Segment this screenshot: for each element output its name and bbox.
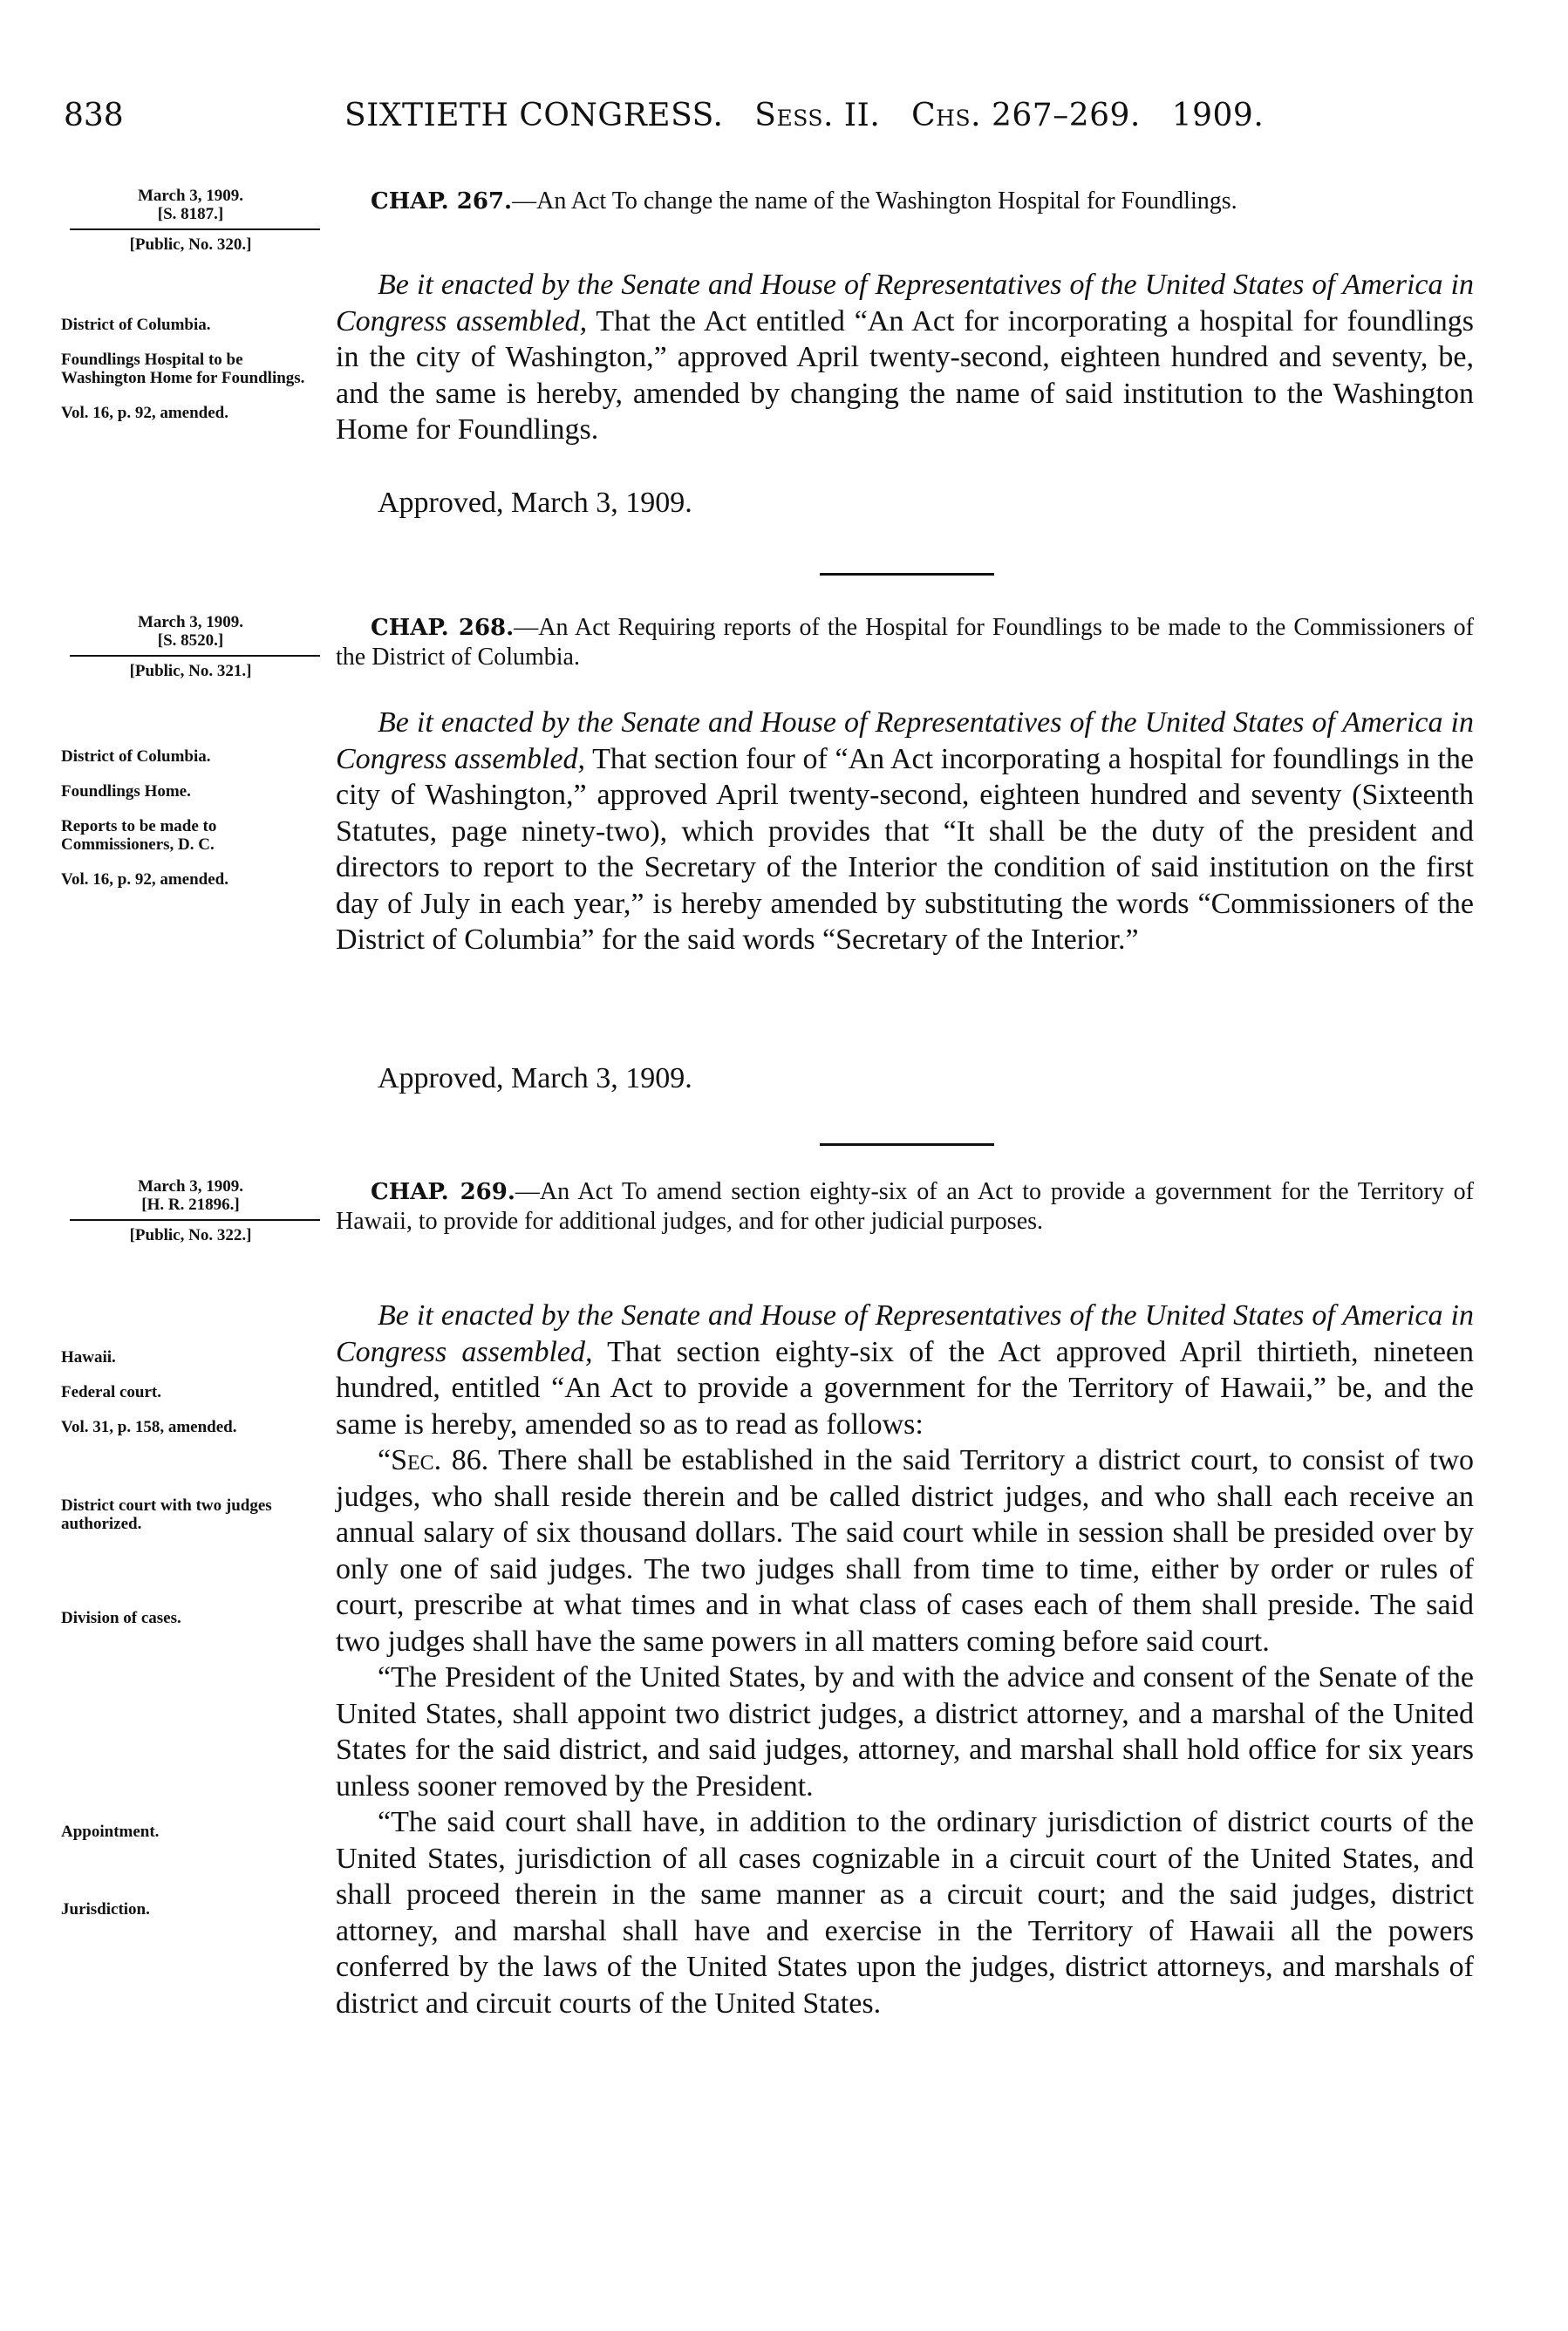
margin-note: Vol. 16, p. 92, amended. <box>61 870 228 889</box>
approved-268: Approved, March 3, 1909. <box>378 1062 692 1094</box>
margin-chap-269 <box>61 1177 320 1244</box>
enacting-clause: Be it enacted by the Senate and House of Representatives of the United States of America in Congress assembled, <box>336 1299 1474 1368</box>
margin-public-no: [Public, No. 320.] <box>129 235 252 254</box>
margin-bill: [S. 8520.] <box>157 631 224 650</box>
margin-date: March 3, 1909. <box>137 613 244 631</box>
chapter-body-268 <box>336 705 1474 958</box>
act-text: That section four of “An Act incorporating a hospital for foundlings in the city of Washington,” approved April twenty-second, eighteen hundred and seventy (Sixteenth Statutes, page ninety-two), which provides that “It shall be the duty of the president and directors to report to the Secretary of the Interior the condition of said institution on the first day of July in each year,” is hereby amended by substituting the words “Commissioners of the District of Columbia” for the said words “Secretary of the Interior.” <box>336 742 1474 956</box>
margin-notes-chap-268 <box>61 731 320 905</box>
chapters-label: Chs. 267–269. <box>911 98 1141 133</box>
chapter-heading-269 <box>336 1177 1474 1236</box>
side-note: District court with two judges authorized. <box>61 1496 272 1533</box>
side-note-division <box>61 1592 320 1644</box>
side-note: Appointment. <box>61 1823 160 1841</box>
enacting-clause: Be it enacted by the Senate and House of Representatives of the United States of America in Congress assembled, <box>336 269 1474 337</box>
section-paragraph: “The said court shall have, in addition to the ordinary jurisdiction of district courts of the United States, jurisdiction of all cases cognizable in a circuit court of the United States, and shall proceed therein in the same manner as a circuit court; and the said judges, district attorney, and marshal shall have and exercise in the Territory of Hawaii all the powers conferred by the laws of the United States upon the judges, district attorneys, and marshals of district and circuit courts of the United States. <box>336 1806 1474 2020</box>
side-note: Jurisdiction. <box>61 1900 150 1919</box>
margin-notes-chap-269 <box>61 1332 320 1453</box>
side-note-jurisdiction <box>61 1884 320 1935</box>
side-note: Division of cases. <box>61 1609 181 1627</box>
margin-note: Hawaii. <box>61 1348 116 1367</box>
margin-date: March 3, 1909. <box>137 1177 244 1196</box>
chapter-body-267 <box>336 267 1474 448</box>
page-number: 838 <box>64 98 124 133</box>
year-label: 1909. <box>1171 98 1265 133</box>
chapter-title: —An Act To change the name of the Washington Hospital for Foundlings. <box>512 187 1237 215</box>
margin-note: Reports to be made to Commissioners, D. C. <box>61 817 217 854</box>
chapter-heading-267 <box>336 187 1474 216</box>
act-text: That section eighty-six of the Act approved April thirtieth, nineteen hundred, entitled “An Act to provide a government for the Territory of Hawaii,” be, and the same is hereby, amended so as to read as follows: <box>336 1335 1475 1441</box>
chapter-divider <box>820 573 994 576</box>
enacting-clause: Be it enacted by the Senate and House of Representatives of the United States of America in Congress assembled, <box>336 706 1474 775</box>
margin-notes-chap-267 <box>61 299 320 439</box>
approved-267: Approved, March 3, 1909. <box>378 487 692 519</box>
chapter-heading-268 <box>336 613 1474 671</box>
margin-note: Foundlings Home. <box>61 782 191 801</box>
margin-rule <box>70 1219 320 1221</box>
act-text: That the Act entitled “An Act for incorporating a hospital for foundlings in the city of Washington,” approved April twenty-second, eighteen hundred and seventy, be, and the same is hereby, amended by changing the name of said institution to the Washington Home for Foundlings. <box>336 304 1474 446</box>
margin-note: Federal court. <box>61 1383 162 1401</box>
running-head <box>64 98 1474 141</box>
margin-chap-267 <box>61 187 320 254</box>
chapter-number: CHAP. 269. <box>371 1179 515 1205</box>
margin-note: District of Columbia. <box>61 316 211 334</box>
congress-label: SIXTIETH CONGRESS. <box>344 98 724 133</box>
margin-bill: [H. R. 21896.] <box>141 1196 240 1214</box>
chapter-title: —An Act To amend section eighty-six of an Act to provide a government for the Territory of Hawaii, to provide for additional judges, and for other judicial purposes. <box>336 1178 1474 1235</box>
chapter-title: —An Act Requiring reports of the Hospital for Foundlings to be made to the Commissioners of the District of Columbia. <box>336 614 1475 671</box>
section-paragraph: “The President of the United States, by and with the advice and consent of the Senate of the United States, shall appoint two district judges, a district attorney, and a marshal of the United States for the said district, and said judges, attorney, and marshal shall hold office for six years unless sooner removed by the President. <box>336 1661 1474 1803</box>
section-label: “Sec. 86. <box>378 1444 489 1476</box>
section-paragraph: There shall be established in the said Territory a district court, to consist of two judges, who shall reside therein and be called district judges, and who shall each receive an annual salary of six thousand dollars. The said court while in session shall be presided over by only one of said judges. The two judges shall from time to time, either by order or rules of court, prescribe at what times and in what class of cases each of them shall preside. The said two judges shall have the same powers in all matters coming before said court. <box>336 1444 1475 1658</box>
margin-note: District of Columbia. <box>61 747 211 766</box>
margin-bill: [S. 8187.] <box>157 205 224 223</box>
session-label: Sess. II. <box>754 98 881 133</box>
margin-rule <box>70 655 320 657</box>
margin-public-no: [Public, No. 322.] <box>129 1226 252 1244</box>
chapter-divider <box>820 1143 994 1146</box>
margin-chap-268 <box>61 613 320 680</box>
margin-note: Foundlings Hospital to be Washington Home for Foundlings. <box>61 351 305 387</box>
margin-note: Vol. 16, p. 92, amended. <box>61 404 228 422</box>
margin-public-no: [Public, No. 321.] <box>129 662 252 680</box>
running-title <box>344 98 1264 133</box>
side-note-district-court <box>61 1480 320 1550</box>
chapter-body-269 <box>336 1298 1474 2021</box>
chapter-number: CHAP. 267. <box>371 188 513 215</box>
margin-date: March 3, 1909. <box>137 187 244 205</box>
side-note-appointment <box>61 1806 320 1857</box>
margin-rule <box>70 228 320 230</box>
chapter-number: CHAP. 268. <box>371 615 515 641</box>
margin-note: Vol. 31, p. 158, amended. <box>61 1418 237 1436</box>
